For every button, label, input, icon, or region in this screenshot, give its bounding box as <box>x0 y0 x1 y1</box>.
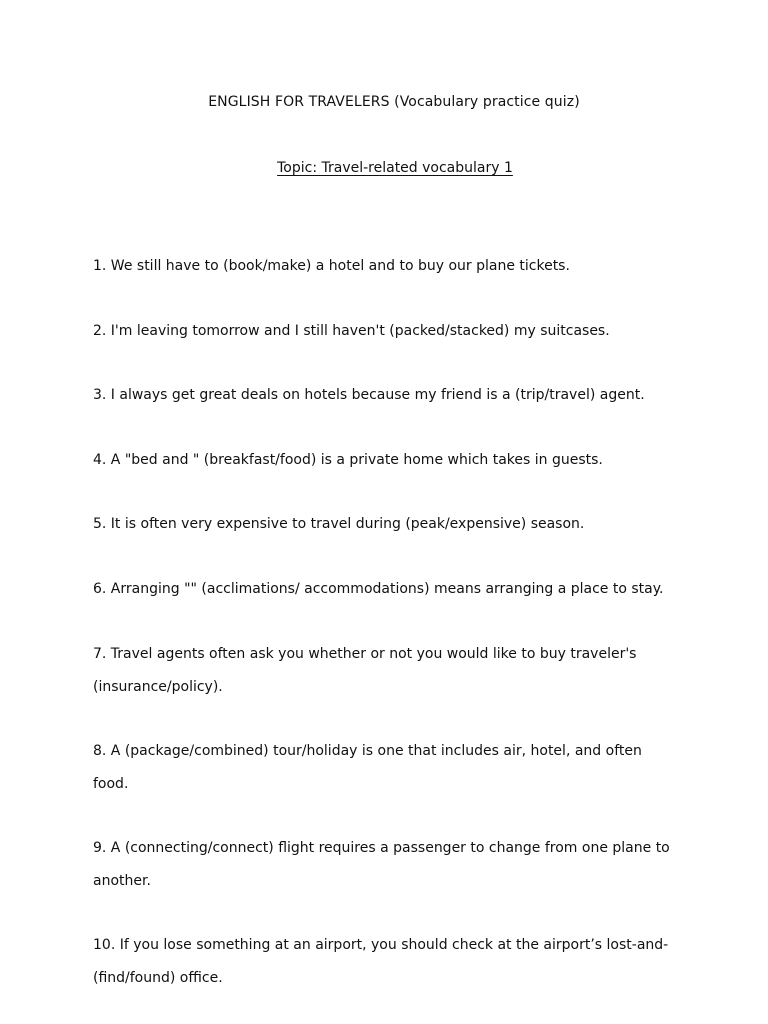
document-title: ENGLISH FOR TRAVELERS (Vocabulary practice quiz) <box>208 94 580 110</box>
question-6 <box>93 573 733 606</box>
question-line: 8. A (package/combined) tour/holiday is one that includes air, hotel, and often <box>93 743 642 759</box>
question-2 <box>93 315 733 348</box>
question-10 <box>93 929 733 995</box>
question-7 <box>93 638 733 704</box>
question-8 <box>93 735 733 801</box>
topic-text: Topic: Travel-related vocabulary 1 <box>277 160 513 176</box>
question-line: 1. We still have to (book/make) a hotel and to buy our plane tickets. <box>93 258 570 274</box>
document-topic <box>0 160 768 176</box>
question-line: another. <box>93 873 151 889</box>
question-line: (insurance/policy). <box>93 679 223 695</box>
question-5 <box>93 508 733 541</box>
question-line: 4. A "bed and " (breakfast/food) is a private home which takes in guests. <box>93 452 603 468</box>
question-3 <box>93 379 733 412</box>
question-line: 3. I always get great deals on hotels because my friend is a (trip/travel) agent. <box>93 387 645 403</box>
question-1 <box>93 250 733 283</box>
question-line: (find/found) office. <box>93 970 223 986</box>
question-line: 5. It is often very expensive to travel during (peak/expensive) season. <box>93 516 585 532</box>
question-line: 9. A (connecting/connect) flight requires a passenger to change from one plane to <box>93 840 670 856</box>
question-line: food. <box>93 776 129 792</box>
question-9 <box>93 832 733 898</box>
question-line: 10. If you lose something at an airport, you should check at the airport’s lost-and- <box>93 937 669 953</box>
question-line: 6. Arranging "" (acclimations/ accommodations) means arranging a place to stay. <box>93 581 664 597</box>
question-line: 7. Travel agents often ask you whether or not you would like to buy traveler's <box>93 646 637 662</box>
question-4 <box>93 444 733 477</box>
question-line: 2. I'm leaving tomorrow and I still haven't (packed/stacked) my suitcases. <box>93 323 610 339</box>
